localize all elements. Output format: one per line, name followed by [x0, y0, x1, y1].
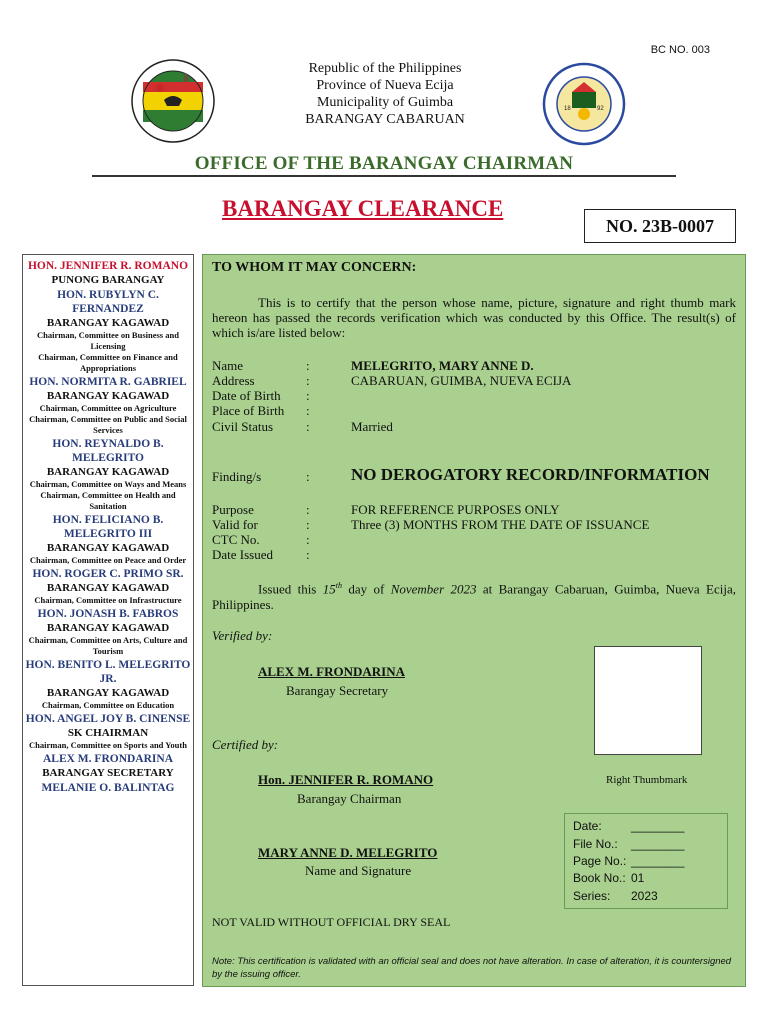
- official-name: HON. ANGEL JOY B. CINENSE: [25, 713, 191, 725]
- purpose-label: Purpose: [212, 502, 254, 517]
- official-entry: [23, 752, 193, 780]
- official-position: BARANGAY KAGAWAD: [46, 622, 170, 634]
- civil-status-label: Civil Status: [212, 419, 274, 434]
- registry-row: File No.: ________: [573, 837, 685, 851]
- dry-seal-notice: NOT VALID WITHOUT OFFICIAL DRY SEAL: [212, 915, 451, 929]
- official-position: BARANGAY KAGAWAD: [46, 390, 170, 402]
- registry-box: [564, 813, 728, 909]
- issued-month-year: November 2023: [390, 581, 477, 597]
- official-committee: Chairman, Committee on Finance and Appropriations: [38, 352, 178, 373]
- official-name: HON. ROGER C. PRIMO SR.: [32, 568, 184, 580]
- registry-row: Series: 2023: [573, 889, 658, 903]
- issued-day: 15: [322, 581, 336, 597]
- greeting: TO WHOM IT MAY CONCERN:: [212, 260, 417, 275]
- official-name: ALEX M. FRONDARINA: [42, 753, 173, 765]
- header-municipality: Municipality of Guimba: [316, 95, 454, 110]
- thumbmark-label: Right Thumbmark: [606, 774, 688, 786]
- document-title: BARANGAY CLEARANCE: [222, 196, 504, 221]
- official-entry: [23, 567, 193, 606]
- registry-row: Page No.: ________: [573, 854, 685, 868]
- official-committee: Chairman, Committee on Business and Licensing: [37, 330, 179, 351]
- header-divider: [92, 175, 676, 177]
- registry-row: Date: ________: [573, 819, 685, 833]
- official-position: BARANGAY SECRETARY: [42, 767, 174, 779]
- colon: :: [306, 419, 310, 434]
- verifier-title: Barangay Secretary: [286, 683, 389, 698]
- official-name: HON. FELICIANO B. MELEGRITO III: [52, 514, 164, 540]
- letterhead: [260, 60, 510, 128]
- official-entry: [23, 513, 193, 566]
- official-entry: [23, 781, 193, 795]
- bc-number: BC NO. 003: [650, 44, 710, 56]
- official-committee: Chairman, Committee on Health and Sanitation: [40, 490, 176, 511]
- finding-label: Finding/s: [212, 469, 262, 484]
- ctc-label: CTC No.: [212, 532, 260, 547]
- official-position: SK CHAIRMAN: [67, 727, 149, 739]
- colon: :: [306, 502, 310, 517]
- official-entry: [23, 437, 193, 512]
- civil-status-value: Married: [351, 419, 393, 434]
- valid-for-label: Valid for: [212, 517, 258, 532]
- official-name: HON. BENITO L. MELEGRITO JR.: [25, 659, 191, 685]
- svg-text:18: 18: [564, 106, 571, 112]
- header-republic: Republic of the Philippines: [308, 61, 462, 76]
- official-position: BARANGAY KAGAWAD: [46, 582, 170, 594]
- office-heading: OFFICE OF THE BARANGAY CHAIRMAN: [194, 153, 574, 174]
- purpose-value: FOR REFERENCE PURPOSES ONLY: [351, 502, 560, 517]
- official-position: BARANGAY KAGAWAD: [46, 542, 170, 554]
- official-name: HON. RUBYLYN C. FERNANDEZ: [57, 289, 159, 315]
- official-committee: Chairman, Committee on Arts, Culture and Tourism: [28, 635, 188, 656]
- official-committee: Chairman, Committee on Agriculture: [39, 403, 177, 413]
- name-value: MELEGRITO, MARY ANNE D.: [351, 358, 534, 373]
- official-entry: [23, 712, 193, 751]
- colon: :: [306, 532, 310, 547]
- issued-post: at Barangay Cabaruan, Guimba, Nueva Ecija, Philippines.: [212, 581, 737, 613]
- official-committee: Chairman, Committee on Sports and Youth: [29, 740, 187, 750]
- official-name: HON. JENNIFER R. ROMANO: [27, 260, 189, 272]
- issued-statement: [212, 578, 736, 613]
- official-entry: [23, 607, 193, 657]
- official-committee: Chairman, Committee on Ways and Means: [29, 479, 187, 489]
- issued-pre: Issued this: [258, 581, 323, 597]
- certifier-title: Barangay Chairman: [297, 791, 402, 806]
- applicant-caption: Name and Signature: [305, 863, 412, 878]
- official-position: BARANGAY KAGAWAD: [46, 466, 170, 478]
- pob-label: Place of Birth: [212, 403, 285, 418]
- official-name: HON. JONASH B. FABROS: [37, 608, 179, 620]
- issued-day-suffix: th: [335, 581, 342, 590]
- registry-row: Book No.: 01: [573, 871, 645, 885]
- valid-for-value: Three (3) MONTHS FROM THE DATE OF ISSUANCE: [351, 517, 650, 532]
- official-committee: Chairman, Committee on Public and Social Services: [29, 414, 187, 435]
- date-issued-label: Date Issued: [212, 547, 274, 562]
- official-position: BARANGAY KAGAWAD: [46, 687, 170, 699]
- official-committee: Chairman, Committee on Education: [41, 700, 175, 710]
- colon: :: [306, 358, 310, 373]
- name-label: Name: [212, 358, 244, 373]
- validation-note: Note: This certification is validated with an official seal and does not have alteration. In case of alteration, it is countersigned by the issuing officer.: [212, 956, 732, 980]
- header-barangay: BARANGAY CABARUAN: [305, 112, 465, 127]
- header-province: Province of Nueva Ecija: [316, 78, 454, 93]
- thumbmark-box: [594, 646, 702, 755]
- official-entry: [23, 288, 193, 374]
- municipal-seal-logo: [542, 62, 626, 146]
- official-entry: [23, 375, 193, 436]
- colon: :: [306, 373, 310, 388]
- colon: :: [306, 403, 310, 418]
- finding-value: NO DEROGATORY RECORD/INFORMATION: [351, 465, 710, 484]
- official-position: BARANGAY KAGAWAD: [46, 317, 170, 329]
- officials-sidebar: [22, 254, 194, 986]
- barangay-seal-logo: [130, 58, 216, 144]
- official-entry: [23, 259, 193, 287]
- colon: :: [306, 469, 310, 484]
- certifier-name: Hon. JENNIFER R. ROMANO: [258, 772, 434, 787]
- applicant-name: MARY ANNE D. MELEGRITO: [258, 845, 438, 860]
- official-name: MELANIE O. BALINTAG: [41, 782, 175, 794]
- verifier-name: ALEX M. FRONDARINA: [258, 664, 405, 679]
- issued-mid: day of: [341, 581, 391, 597]
- svg-text:92: 92: [597, 106, 604, 112]
- certified-by-label: Certified by:: [212, 737, 279, 752]
- official-committee: Chairman, Committee on Infrastructure: [34, 595, 182, 605]
- address-value: CABARUAN, GUIMBA, NUEVA ECIJA: [351, 373, 572, 388]
- certification-text: This is to certify that the person whose name, picture, signature and right thumb mark hereon has passed the records verification which was conducted by this Office. The result(s) of which is/are listed below:: [212, 295, 736, 340]
- official-name: HON. NORMITA R. GABRIEL: [29, 376, 187, 388]
- official-position: PUNONG BARANGAY: [51, 274, 165, 286]
- dob-label: Date of Birth: [212, 388, 281, 403]
- colon: :: [306, 388, 310, 403]
- official-name: HON. REYNALDO B. MELEGRITO: [52, 438, 164, 464]
- verified-by-label: Verified by:: [212, 628, 273, 643]
- control-number: NO. 23B-0007: [584, 209, 736, 243]
- official-entry: [23, 658, 193, 711]
- address-label: Address: [212, 373, 255, 388]
- colon: :: [306, 547, 310, 562]
- official-committee: Chairman, Committee on Peace and Order: [29, 555, 187, 565]
- colon: :: [306, 517, 310, 532]
